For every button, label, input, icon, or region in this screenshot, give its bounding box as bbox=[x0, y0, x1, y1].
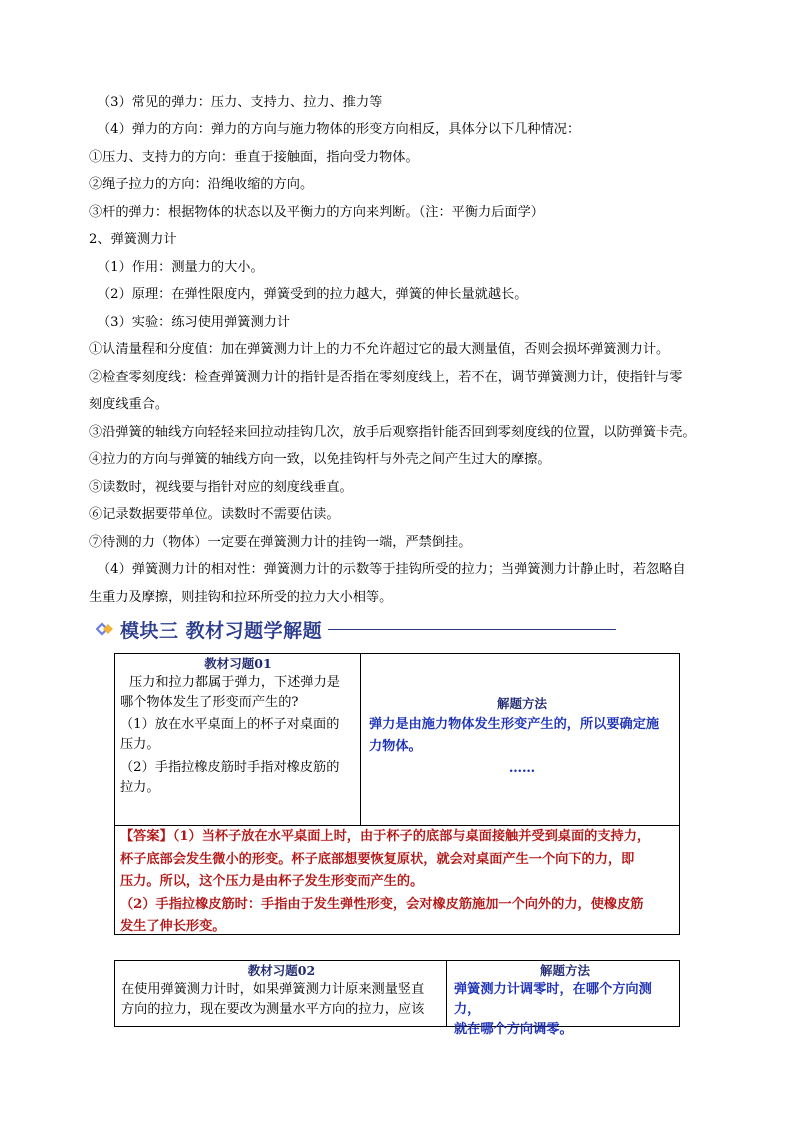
method-line: 弹簧测力计调零时，在哪个方向测力， bbox=[454, 982, 652, 1017]
exercise-02-table bbox=[114, 960, 680, 1037]
text-line: ②检查零刻度线：检查弹簧测力计的指针是否指在零刻度线上，若不在，调节弹簧测力计，使指针与零 bbox=[89, 370, 683, 385]
method-ellipsis: …… bbox=[508, 761, 536, 776]
exercise-02-question-cell bbox=[115, 961, 447, 1026]
method-line: 弹力是由施力物体发生形变产生的，所以要确定施 bbox=[369, 717, 660, 732]
text-line: （4）弹力的方向：弹力的方向与施力物体的形变方向相反，具体分以下几种情况： bbox=[97, 122, 581, 137]
text-line: （2）原理：在弹性限度内，弹簧受到的拉力越大，弹簧的伸长量就越长。 bbox=[97, 287, 528, 302]
text-line: ①压力、支持力的方向：垂直于接触面，指向受力物体。 bbox=[89, 150, 419, 165]
text-line: ②绳子拉力的方向：沿绳收缩的方向。 bbox=[89, 177, 314, 192]
answer-line: 杯子底部会发生微小的形变。杯子底部想要恢复原状，就会对桌面产生一个向下的力，即 bbox=[120, 851, 635, 867]
heading-spring-scale: 2、弹簧测力计 bbox=[89, 232, 177, 247]
question-line: 在使用弹簧测力计时，如果弹簧测力计原来测量竖直 bbox=[121, 982, 425, 997]
exercise-02-title: 教材习题02 bbox=[247, 963, 316, 978]
text-line: （3）常见的弹力：压力、支持力、拉力、推力等 bbox=[97, 95, 383, 110]
section-title: 模块三 教材习题学解题 bbox=[120, 619, 323, 642]
text-line: 刻度线重合。 bbox=[89, 397, 169, 412]
exercise-01-title: 教材习题01 bbox=[204, 656, 272, 671]
exercise-01-method-cell bbox=[361, 654, 679, 825]
question-line: （1）放在水平桌面上的杯子对桌面的 bbox=[120, 717, 340, 732]
question-line: （2）手指拉橡皮筋时手指对橡皮筋的 bbox=[120, 760, 340, 775]
question-line: 压力。 bbox=[120, 737, 160, 752]
double-diamond-icon bbox=[96, 621, 114, 637]
section-header bbox=[96, 617, 616, 641]
text-line: （3）实验：练习使用弹簧测力计 bbox=[97, 315, 291, 330]
text-line: ③杆的弹力：根据物体的状态以及平衡力的方向来判断。（注：平衡力后面学） bbox=[89, 205, 544, 220]
answer-line: 【答案】（1）当杯子放在水平桌面上时，由于杯子的底部与桌面接触并受到桌面的支持力， bbox=[120, 829, 651, 844]
answer-line: 压力。所以，这个压力是由杯子发生形变而产生的。 bbox=[120, 874, 424, 889]
method-title: 解题方法 bbox=[539, 963, 590, 978]
method-line: 就在哪个方向调零。 bbox=[454, 1022, 573, 1037]
method-line: 力物体。 bbox=[369, 739, 422, 754]
text-line: ①认清量程和分度值：加在弹簧测力计上的力不允许超过它的最大测量值，否则会损坏弹簧测力计。 bbox=[89, 342, 670, 357]
question-line: 哪个物体发生了形变而产生的? bbox=[120, 695, 299, 710]
text-line: ③沿弹簧的轴线方向轻轻来回拉动挂钩几次，放手后观察指针能否回到零刻度线的位置，以防弹簧卡壳。 bbox=[89, 425, 696, 440]
exercise-02-method-cell bbox=[447, 961, 679, 1037]
exercise-01-table bbox=[114, 653, 680, 935]
text-line: （4）弹簧测力计的相对性：弹簧测力计的示数等于挂钩所受的拉力；当弹簧测力计静止时，若忽略自 bbox=[97, 562, 686, 577]
answer-line: （2）手指拉橡皮筋时：手指由于发生弹性形变，会对橡皮筋施加一个向外的力，使橡皮筋 bbox=[120, 896, 644, 912]
question-line: 压力和拉力都属于弹力，下述弹力是 bbox=[129, 675, 340, 690]
method-title: 解题方法 bbox=[496, 696, 547, 711]
exercise-01-answer-cell bbox=[115, 825, 679, 934]
text-line: 生重力及摩擦，则挂钩和拉环所受的拉力大小相等。 bbox=[89, 590, 393, 605]
text-line: （1）作用：测量力的大小。 bbox=[97, 260, 264, 275]
text-line: ④拉力的方向与弹簧的轴线方向一致，以免挂钩杆与外壳之间产生过大的摩擦。 bbox=[89, 452, 551, 467]
text-line: ⑤读数时，视线要与指针对应的刻度线垂直。 bbox=[89, 480, 353, 495]
answer-label: 【答案】 bbox=[120, 829, 173, 844]
section-divider bbox=[328, 629, 616, 630]
answer-line: 发生了伸长形变。 bbox=[120, 919, 226, 934]
text-line: ⑥记录数据要带单位。读数时不需要估读。 bbox=[89, 507, 340, 522]
question-line: 拉力。 bbox=[120, 780, 160, 795]
exercise-01-question-cell bbox=[115, 654, 361, 825]
question-line: 方向的拉力，现在要改为测量水平方向的拉力，应该 bbox=[121, 1002, 425, 1017]
text-line: ⑦待测的力（物体）一定要在弹簧测力计的挂钩一端，严禁倒挂。 bbox=[89, 535, 472, 550]
